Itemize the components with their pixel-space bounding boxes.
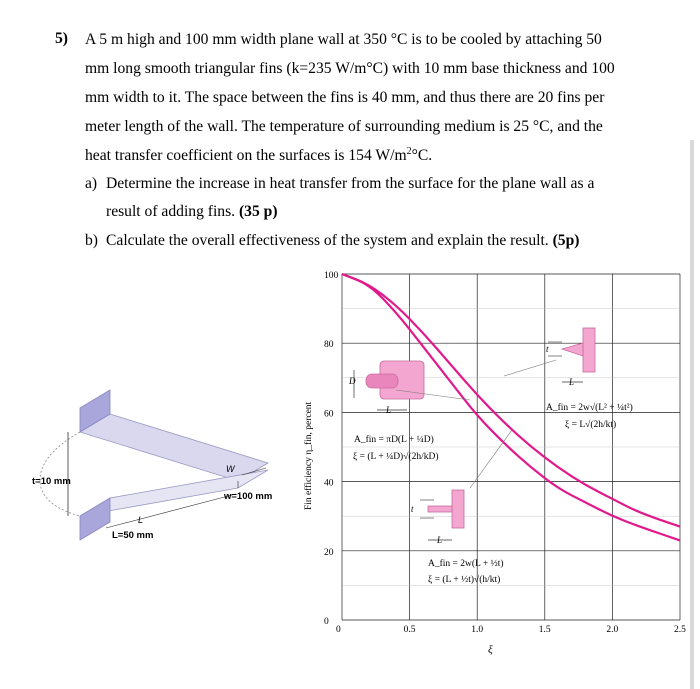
tri-area-formula: A_fin = 2w√(L² + ¼t²) [546, 403, 633, 413]
y-tick-label: 60 [324, 409, 334, 420]
rect-area-formula: A_fin = 2w(L + ½t) [428, 559, 504, 569]
triangular-fin-sketch [32, 390, 272, 541]
problem-line-2: mm long smooth triangular fins (k=235 W/m°C) with 10 mm base thickness and 100 [85, 60, 615, 77]
part-a-line-2: result of adding fins. (35 p) [106, 203, 278, 220]
wall-face-lower [80, 498, 110, 540]
y-tick-label: 40 [324, 478, 334, 489]
y-tick-label: 100 [324, 271, 339, 281]
y-axis-label: Fin efficiency η_fin, percent [304, 401, 314, 510]
problem-line-4: meter length of the wall. The temperature of surrounding medium is 25 °C, and the [85, 118, 603, 135]
fin-top-surface [80, 414, 268, 481]
tri-xi-formula: ξ = L√(2h/kt) [565, 420, 617, 430]
fin-thickness-label: t=10 mm [32, 476, 71, 487]
fin-length-label: L=50 mm [112, 530, 154, 541]
problem-line-5: heat transfer coefficient on the surfaces is 154 $W/m^2^\circ C$. [85, 145, 433, 164]
pin-d-symbol: D [349, 376, 356, 386]
pin-area-formula: A_fin = πD(L + ¼D) [354, 435, 434, 445]
fin-efficiency-chart [303, 271, 686, 656]
rectangular-fin-diagram [411, 490, 504, 585]
y-tick-label: 20 [324, 547, 334, 558]
x-tick-label: 1.0 [471, 625, 484, 635]
problem-number: 5) [55, 30, 68, 47]
x-axis-label: ξ [488, 644, 493, 656]
part-b-label: b) [85, 232, 98, 249]
fin-length-symbol: L [138, 515, 144, 525]
x-tick-label: 2.0 [606, 625, 619, 635]
tri-l-symbol: L [569, 377, 575, 387]
pin-xi-formula: ξ = (L + ¼D)√(2h/kD) [353, 452, 439, 462]
problem-line-1: A 5 m high and 100 mm width plane wall at 350 °C is to be cooled by attaching 50 [85, 31, 602, 48]
x-tick-label: 0 [336, 625, 341, 635]
x-tick-label: 0.5 [403, 625, 416, 635]
part-b-text: Calculate the overall effectiveness of the system and explain the result. (5p) [106, 232, 580, 249]
fin-width-label: w=100 mm [224, 491, 273, 502]
rect-t-symbol: t [411, 504, 414, 514]
part-a-points: (35 p) [238, 203, 278, 220]
rect-xi-formula: ξ = (L + ½t)√(h/kt) [428, 575, 501, 585]
x-tick-label: 2.5 [674, 625, 686, 635]
rect-l-symbol: L [437, 535, 443, 545]
part-a-label: a) [85, 175, 98, 192]
x-tick-label: 1.5 [538, 625, 551, 635]
series-line-1 [342, 274, 680, 527]
problem-line-3: mm width to it. The space between the fins is 40 mm, and thus there are 20 fins per [85, 89, 605, 106]
chart-grid [342, 274, 680, 620]
tri-t-symbol: t [546, 344, 549, 354]
y-tick-label: 80 [324, 340, 334, 351]
fin-width-symbol: W [226, 464, 235, 474]
part-b-points: (5p) [552, 232, 580, 249]
y-tick-label: 0 [324, 617, 329, 627]
pin-l-symbol: L [386, 405, 392, 415]
part-a-line-1: Determine the increase in heat transfer from the surface for the plane wall as a [106, 175, 595, 192]
